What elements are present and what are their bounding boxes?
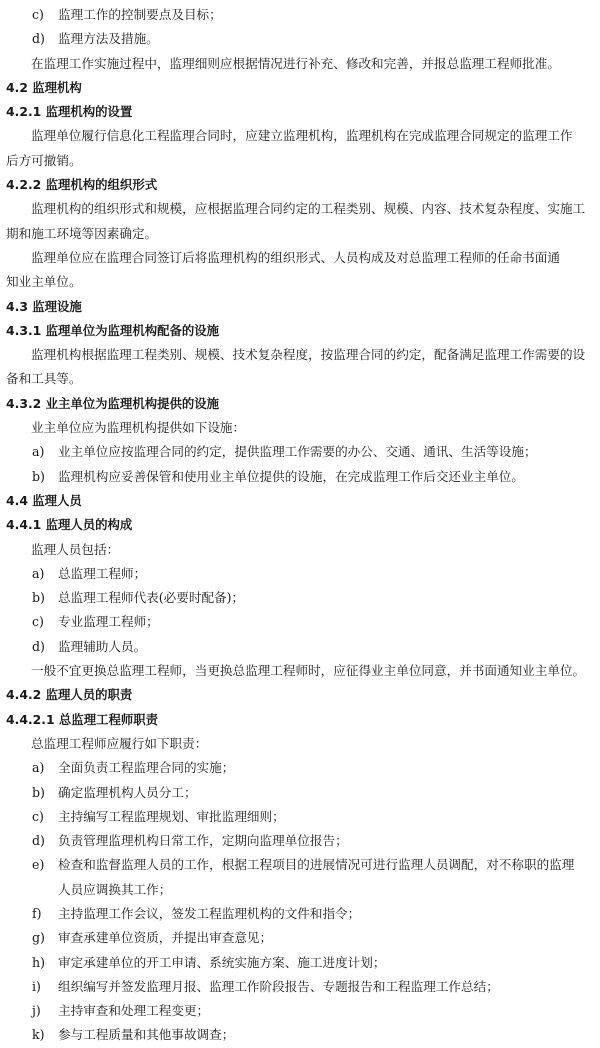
section-heading: 4.2.1 监理机构的设置 (6, 104, 133, 120)
list-item-text: 负责管理监理机构日常工作，定期向监理单位报告； (58, 833, 348, 849)
list-item-text: 监理工作的控制要点及目标； (58, 7, 222, 22)
section-heading: 4.3.2 业主单位为监理机构提供的设施 (6, 395, 220, 411)
list-item (6, 975, 590, 999)
list-item-label: a) (32, 565, 45, 581)
list-item (6, 586, 590, 610)
paragraph-line: 一般不宜更换总监理工程师，当更换总监理工程师时，应征得业主单位同意，并书面通知业主单位。 (31, 663, 586, 679)
list-item (6, 805, 590, 829)
list-item-label: e) (32, 857, 45, 873)
list-item-text: 主持编写工程监理规划、审批监理细则； (58, 808, 285, 824)
list-item (6, 465, 590, 489)
list-item-label: a) (32, 444, 45, 460)
list-item-text: 审查承建单位资质，并提出审查意见； (58, 930, 273, 946)
list-item-label: c) (32, 614, 44, 630)
list-item-text: 参与工程质量和其他事故调查； (58, 1027, 235, 1043)
list-item-text: 主持监理工作会议，签发工程监理机构的文件和指令； (58, 905, 361, 921)
section-heading: 4.4.2.1 总监理工程师职责 (6, 711, 159, 727)
list-item-label: f) (32, 905, 42, 921)
list-item-text: 专业监理工程师； (58, 614, 159, 630)
list-item-label: d) (32, 833, 45, 849)
list-item (6, 635, 590, 659)
list-item-text: 确定监理机构人员分工； (58, 784, 197, 800)
list-item-label: a) (32, 760, 45, 776)
paragraph-line: 在监理工作实施过程中，监理细则应根据情况进行补充、修改和完善，并报总监理工程师批准。 (31, 55, 560, 71)
paragraph-line: 业主单位应为监理机构提供如下设施： (31, 420, 246, 436)
section-heading: 4.4.2 监理人员的职责 (6, 687, 133, 703)
list-item (6, 1023, 590, 1047)
paragraph-continuation: 知业主单位。 (6, 274, 82, 290)
list-item-text: 业主单位应按监理合同的约定，提供监理工作需要的办公、交通、通讯、生活等设施； (58, 444, 537, 460)
paragraph-line: 监理单位应在监理合同签订后将监理机构的组织形式、人员构成及对总监理工程师的任命书面通 (31, 249, 560, 265)
list-item (6, 756, 590, 780)
list-item-text: 总监理工程师代表(必要时配备)； (58, 590, 245, 606)
list-item-label: b) (32, 784, 45, 800)
section-heading: 4.2.2 监理机构的组织形式 (6, 177, 158, 193)
list-item-text: 审定承建单位的开工申请、系统实施方案、施工进度计划； (58, 954, 386, 970)
paragraph-continuation: 备和工具等。 (6, 371, 82, 387)
list-item (6, 999, 590, 1023)
list-item (6, 610, 590, 634)
list-item (6, 440, 590, 464)
list-item-label: d) (32, 638, 45, 654)
list-item-label: j) (32, 1003, 41, 1019)
list-item (6, 951, 590, 975)
list-item-label: b) (32, 468, 45, 484)
list-item-text: 监理辅助人员。 (58, 638, 147, 654)
paragraph-continuation: 期和施工环境等因素确定。 (6, 225, 158, 241)
list-item-label: k) (32, 1027, 45, 1043)
list-item-text: 组织编写并签发监理月报、监理工作阶段报告、专题报告和工程监理工作总结； (58, 978, 499, 994)
section-heading: 4.2 监理机构 (6, 79, 82, 95)
list-item-text: 总监理工程师； (58, 565, 147, 581)
list-item (6, 829, 590, 853)
section-heading: 4.3.1 监理单位为监理机构配备的设施 (6, 322, 220, 338)
paragraph-line: 监理机构根据监理工程类别、规模、技术复杂程度，按监理合同的约定，配备满足监理工作需要的设 (31, 347, 586, 363)
list-item-label: c) (32, 7, 44, 22)
list-item (6, 27, 590, 51)
section-heading: 4.4.1 监理人员的构成 (6, 517, 133, 533)
paragraph-continuation: 后方可撤销。 (6, 152, 82, 168)
list-item (6, 562, 590, 586)
list-item (6, 3, 590, 27)
list-item-label: c) (32, 808, 44, 824)
list-item-text: 检查和监督监理人员的工作，根据工程项目的进展情况可进行监理人员调配，对不称职的监理 (58, 857, 575, 873)
paragraph-line: 监理单位履行信息化工程监理合同时，应建立监理机构，监理机构在完成监理合同规定的监理工作 (31, 128, 573, 144)
section-heading: 4.4 监理人员 (6, 492, 82, 508)
list-item (6, 926, 590, 950)
list-item-text: 监理机构应妥善保管和使用业主单位提供的设施，在完成监理工作后交还业主单位。 (58, 468, 524, 484)
list-item-label: g) (32, 930, 45, 946)
list-item-continuation: 人员应调换其工作； (58, 881, 172, 897)
paragraph-line: 总监理工程师应履行如下职责： (31, 735, 208, 751)
list-item (6, 853, 590, 877)
list-item-label: i) (32, 978, 41, 994)
paragraph-line: 监理机构的组织形式和规模，应根据监理合同约定的工程类别、规模、内容、技术复杂程度、实施工 (31, 201, 586, 217)
list-item-label: d) (32, 31, 45, 47)
paragraph-line: 监理人员包括： (31, 541, 120, 557)
list-item (6, 902, 590, 926)
list-item-text: 监理方法及措施。 (58, 31, 159, 47)
list-item-label: h) (32, 954, 46, 970)
list-item-label: b) (32, 590, 45, 606)
list-item-text: 全面负责工程监理合同的实施； (58, 760, 235, 776)
list-item-text: 主持审查和处理工程变更； (58, 1003, 210, 1019)
list-item (6, 781, 590, 805)
section-heading: 4.3 监理设施 (6, 298, 82, 314)
